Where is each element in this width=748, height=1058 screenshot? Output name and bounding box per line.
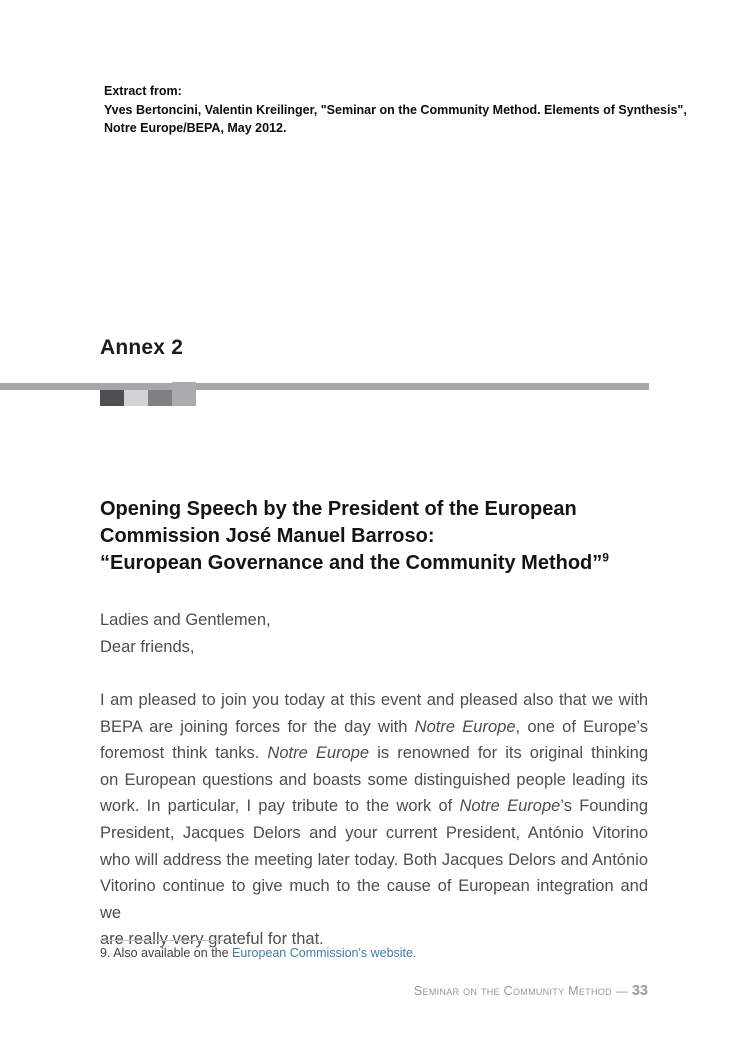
speech-title <box>100 496 609 577</box>
paragraph-line: BEPA are joining forces for the day with Notre Europe, one of Europe’s <box>100 717 649 736</box>
paragraph-line: on European questions and boasts some distinguished people leading its <box>100 770 648 789</box>
speech-title-line2: Commission José Manuel Barroso: <box>100 525 435 547</box>
paragraph-line: work. In particular, I pay tribute to the work of Notre Europe’s Founding <box>100 797 648 816</box>
extract-citation-line1: Yves Bertoncini, Valentin Kreilinger, "Seminar on the Community Method. Elements of Synthesis", <box>104 102 687 117</box>
paragraph-line: I am pleased to join you today at this event and pleased also that we with <box>100 691 648 709</box>
paragraph-line: Vitorino continue to give much to the cause of European integration and we <box>100 877 648 922</box>
extract-label: Extract from: <box>104 84 182 98</box>
footer-page-number: 33 <box>631 983 648 999</box>
footnote-reference-superscript: 9 <box>602 550 609 565</box>
footnote-text: 9. Also available on the <box>100 946 233 960</box>
paragraph-line: who will address the meeting later today. Both Jacques Delors and António <box>100 850 648 869</box>
decorative-square <box>148 390 172 406</box>
paragraph-line: are really very grateful for that. <box>100 930 324 949</box>
paragraph-line: foremost think tanks. Notre Europe is renowned for its original thinking <box>100 744 648 763</box>
body-paragraph <box>100 687 648 953</box>
footer-running-title: Seminar on the Community Method <box>413 984 612 998</box>
footnote <box>100 946 416 960</box>
footer-separator: — <box>615 984 628 998</box>
greeting-block <box>100 607 271 660</box>
decorative-square <box>124 390 148 406</box>
paragraph-line: President, Jacques Delors and your current President, António Vitorino <box>100 823 648 842</box>
footnote-link[interactable]: European Commission's website. <box>232 946 417 960</box>
greeting-line2: Dear friends, <box>100 637 195 656</box>
decorative-square <box>172 382 196 406</box>
extract-citation-line2: Notre Europe/BEPA, May 2012. <box>104 121 287 135</box>
decorative-squares <box>100 382 196 406</box>
decorative-bar <box>0 383 649 390</box>
decorative-square <box>100 390 124 406</box>
speech-title-line3: “European Governance and the Community Method”$^9$ <box>100 550 609 574</box>
footnote-divider <box>100 940 224 941</box>
greeting-line1: Ladies and Gentlemen, <box>100 611 271 629</box>
annex-heading: Annex 2 <box>100 336 184 359</box>
page-footer <box>414 983 648 999</box>
extract-block <box>104 82 687 138</box>
speech-title-line1: Opening Speech by the President of the European <box>100 498 577 520</box>
